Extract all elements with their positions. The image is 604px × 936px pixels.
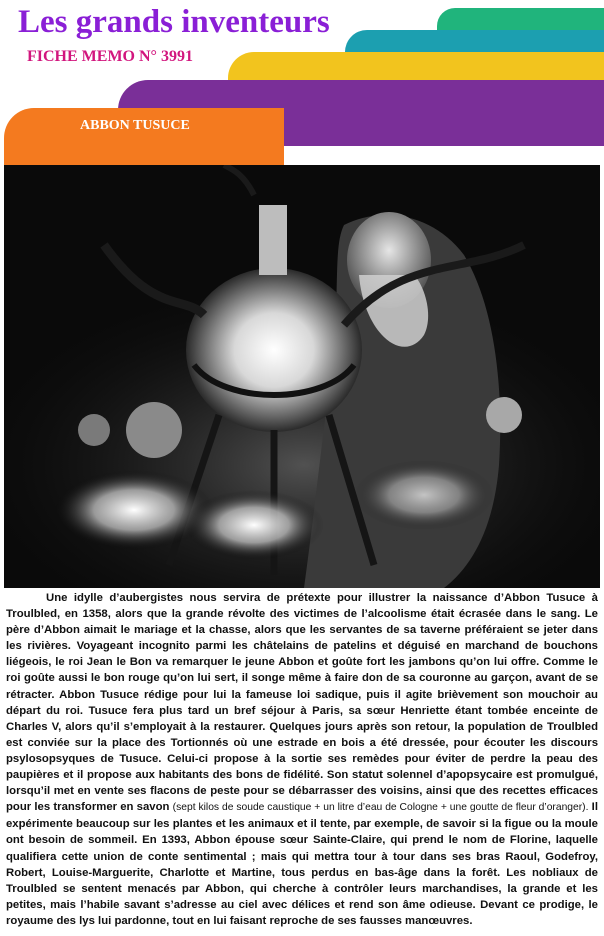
page-title: Les grands inventeurs	[18, 4, 330, 40]
article-text	[6, 590, 598, 934]
inventor-name: ABBON TUSUCE	[80, 118, 190, 133]
article-rest: Il expérimente beaucoup sur les plantes et les animaux et il tente, par exemple, de savoir si la figue ou la moule ont besoin de sommeil. En 1393, Abbon épouse sœur Sainte-Claire, qui prend le nom de Florine, laquelle qualifiera cette union de conte sentimental ; mais qui mettra tour à tour dans ses bras Raoul, Godefroy, Robert, Louise-Marguerite, Charlotte et Martine, tous perdus en bas-âge dans la forêt. Les nobliaux de Troulbled se sentent menacés par Abbon, qui cherche à contrôler leurs marchandises, la grande et les petites, mais l’habile savant s’adresse au ciel avec délices et rend son âme odieuse. Devant ce prodige, le royaume des lys lui pardonne, tout en lui faisant reproche de ses fausses manœuvres.	[6, 801, 598, 927]
decor-band-orange	[4, 108, 284, 168]
illustration-photo	[4, 165, 600, 588]
header-banner	[0, 0, 604, 165]
photo-laboratory-icon	[4, 165, 600, 588]
fiche-number: FICHE MEMO N° 3991	[27, 48, 193, 65]
article-main: Une idylle d’aubergistes nous servira de prétexte pour illustrer la naissance d’Abbon Tusuce à Troulbled, en 1358, alors que la grande révolte des victimes de l’alcoolisme était écrasée dans le sang. Le père d’Abbon aimait le mariage et la chasse, alors que les servantes de sa taverne préféraient se jeter dans les rivières. Voyageant incognito parmi les châtelains de patelins et déguisé en marchand de bouchons liégeois, le roi Jean le Bon va remarquer le jeune Abbon et goûte fort les jambons qu’on lui offre. Comme le roi goûte aussi le bon rouge qu’on lui sert, il songe même à faire don de sa couronne au garçon, avant de se rétracter. Abbon Tusuce rédige pour lui la fameuse loi sadique, puis il agite brièvement son mouchoir au départ du roi. Tusuce fera plus tard un bref séjour à Paris, sa sœur Henriette étant tombée enceinte de Charles V, alors qu’il s’employait à la restaurer. Quelques jours après son retour, la population de Troulbled est conviée sur la place des Tortionnés où une estrade en bois a été dressée, pour écouter les discours psylosopsyques de Tusuce. Celui-ci propose à la sortie ses remèdes pour éviter de perdre la peau des paupières et il propose aux habitants des bons de fidélité. Son statut solennel d’apopsycaire est promulgué, lorsqu’il met en vente ses flacons de peste pour se débarrasser des voisins, ainsi que des recettes efficaces pour les transformer en savon	[6, 592, 598, 814]
article-aside: (sept kilos de soude caustique + un litre d’eau de Cologne + une goutte de fleur d’oranger).	[172, 802, 589, 814]
